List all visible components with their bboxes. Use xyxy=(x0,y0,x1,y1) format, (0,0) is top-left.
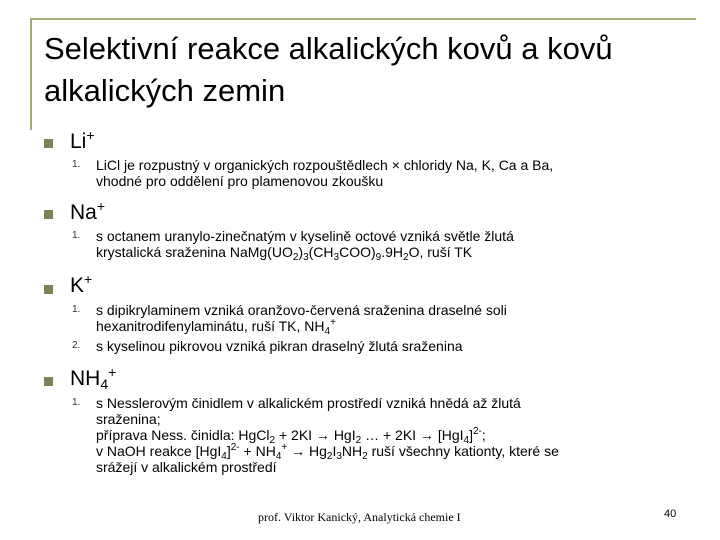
heading-nh4: $NH_4^+$ xyxy=(70,364,117,392)
item-number: 1. xyxy=(72,230,81,241)
bullet-square-icon xyxy=(44,377,53,386)
item-nh4-1: s Nesslerovým činidlem v alkalickém prostředí vzniká hnědá až žlutá sraženina; příprava Ness. činidla: HgCl$_2$ + 2KI → HgI$_2$ … + $2KI \to [HgI_4]^{2-}$; v NaOH reakce $[HgI_4]^{2-} + NH_4^+ \to Hg_2I_3NH_2$ ruší všechny kationty, které se srážejí v alkalickém prostředí xyxy=(96,395,559,475)
slide-title: Selektivní reakce alkalických kovů a kovů alkalických zemin xyxy=(44,31,613,108)
bullet-square-icon xyxy=(44,285,53,294)
item-number: 1. xyxy=(72,397,81,408)
item-k-1: s dipikrylaminem vzniká oranžovo-červená sraženina draselné soli hexanitrodifenylaminátu, ruší TK, $NH_4^+$ xyxy=(96,302,507,337)
bullet-square-icon xyxy=(44,210,53,219)
heading-na: Na+ xyxy=(70,198,106,224)
item-k-2: s kyselinou pikrovou vzniká pikran draselný žlutá sraženina xyxy=(96,338,463,354)
bullet-square-icon xyxy=(44,139,53,148)
item-na-1: s octanem uranylo-zinečnatým v kyselině octové vzniká světle žlutá krystalická sraženina $NaMg(UO_2)_3(CH_3COO)_9.9H_2O$, ruší TK xyxy=(96,228,514,263)
item-number: 1. xyxy=(72,159,81,170)
item-number: 1. xyxy=(72,304,81,315)
footer-author: prof. Viktor Kanický, Analytická chemie I xyxy=(258,510,461,524)
item-number: 2. xyxy=(72,340,81,351)
heading-k: K+ xyxy=(70,271,93,297)
title-frame-vertical xyxy=(30,18,32,130)
page-number: 40 xyxy=(664,508,677,520)
item-li-1: LiCl je rozpustný v organických rozpouštědlech × chloridy Na, K, Ca a Ba, vhodné pro oddělení pro plamenovou zkoušku xyxy=(96,157,554,189)
title-frame-horizontal xyxy=(30,18,696,20)
heading-li: Li+ xyxy=(70,127,95,153)
